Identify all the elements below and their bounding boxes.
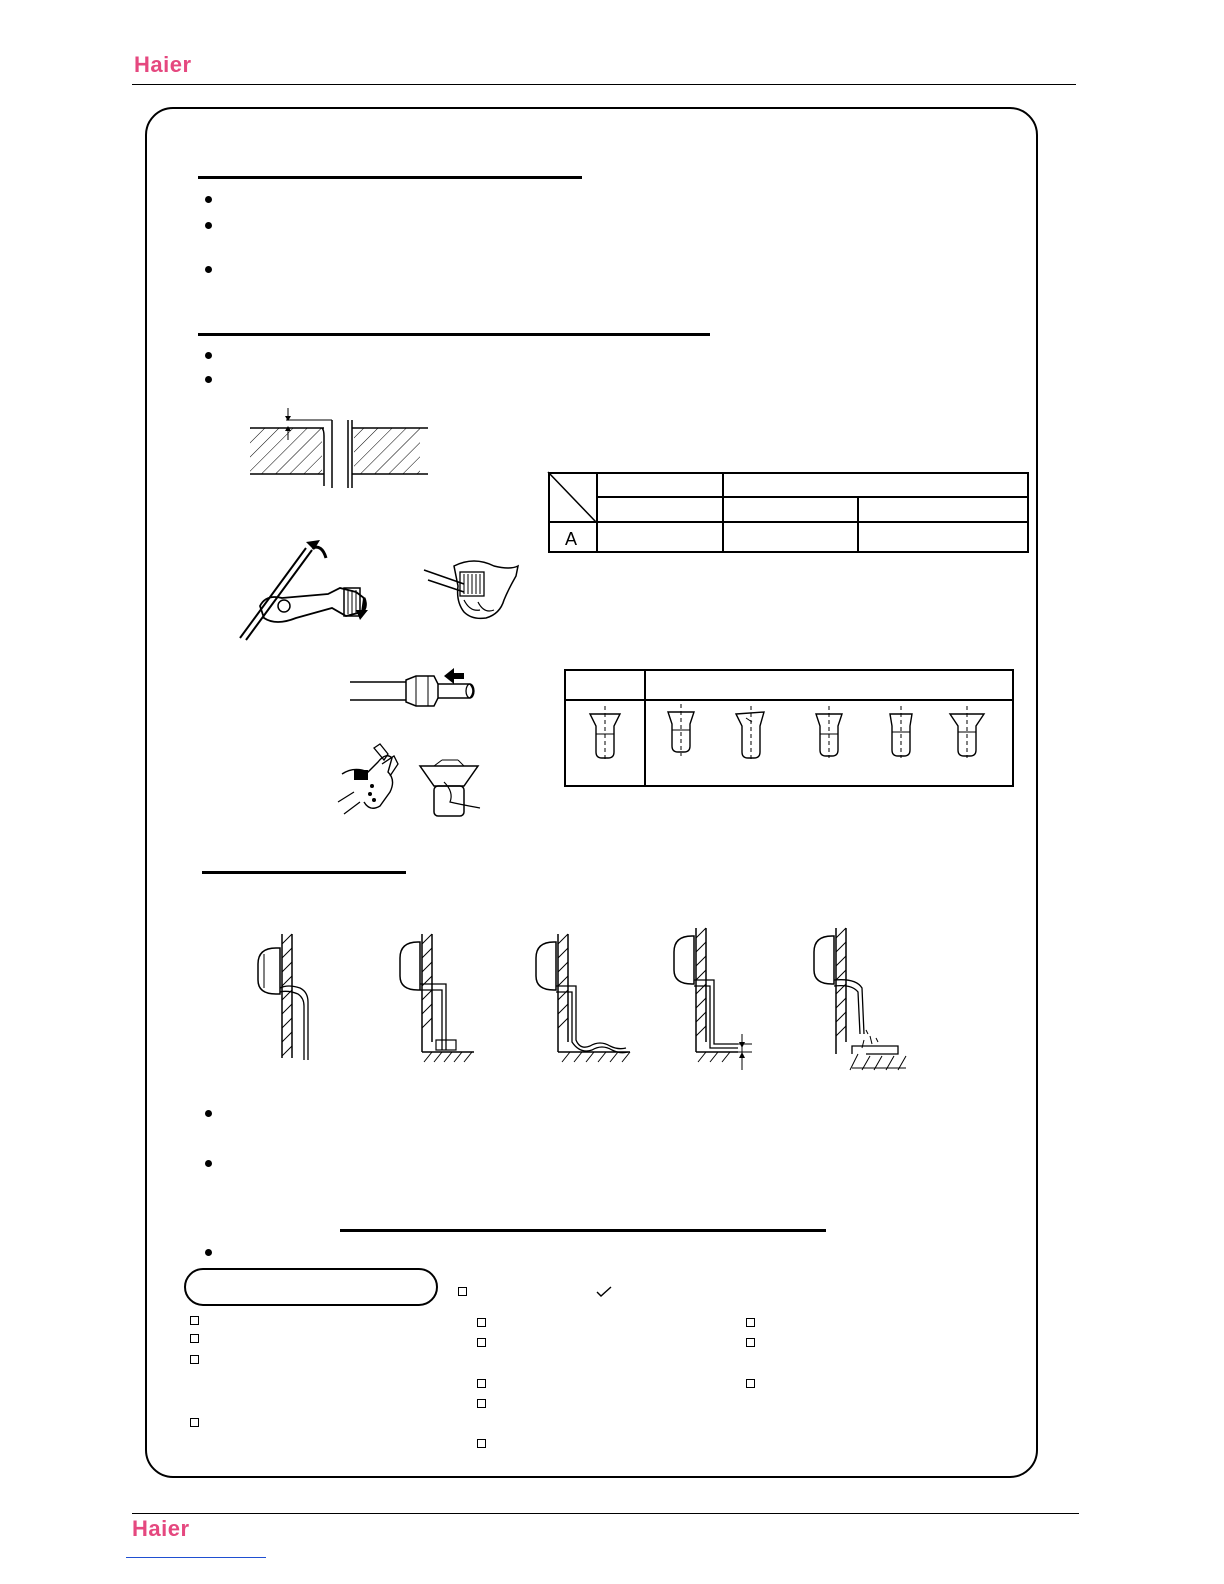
flare-shape-bad-2-icon: [734, 704, 768, 764]
section-1-bullet-1: [205, 196, 212, 203]
flaring-tool-illustration: [334, 742, 494, 822]
footer-brand-logo: Haier: [132, 1516, 190, 1541]
flare-table-row-label: A: [565, 529, 578, 549]
section-1-heading-underline: [198, 176, 582, 179]
checklist-checkbox[interactable]: [477, 1439, 486, 1448]
flare-shape-bad-5-icon: [950, 704, 984, 764]
checklist-checkbox[interactable]: [477, 1379, 486, 1388]
hand-reamer-illustration: [424, 556, 524, 626]
section-1-bullet-3: [205, 266, 212, 273]
flare-shape-bad-1-icon: [664, 704, 698, 764]
checklist-checkbox[interactable]: [190, 1418, 199, 1427]
footer-divider: [132, 1513, 1079, 1514]
section-2-heading-underline: [198, 333, 710, 336]
flare-shape-good-icon: [588, 704, 622, 764]
section-2-bullet-1: [205, 352, 212, 359]
header-brand-logo: Haier: [134, 52, 192, 77]
checklist-checkbox[interactable]: [190, 1316, 199, 1325]
checklist-heading-pill: [184, 1268, 438, 1306]
section-3-heading-underline: [202, 871, 406, 874]
drain-hose-incorrect-4-illustration: [806, 924, 916, 1074]
checklist-checkbox[interactable]: [477, 1399, 486, 1408]
section-3-bullet-2: [205, 1160, 212, 1167]
header-divider: [132, 84, 1076, 85]
check-mark-icon: [596, 1286, 612, 1298]
drain-hose-incorrect-2-illustration: [530, 930, 640, 1070]
checklist-checkbox[interactable]: [190, 1355, 199, 1364]
checklist-checkbox[interactable]: [746, 1379, 755, 1388]
checklist-checkbox[interactable]: [746, 1338, 755, 1347]
section-4-bullet-1: [205, 1249, 212, 1256]
section-1-bullet-2: [205, 222, 212, 229]
pipe-cutter-illustration: [236, 536, 376, 646]
section-3-bullet-1: [205, 1110, 212, 1117]
flare-nut-insertion-illustration: [350, 666, 490, 716]
pipe-through-wall-illustration: [240, 396, 440, 496]
footer-link-underline[interactable]: [126, 1557, 266, 1558]
drain-hose-incorrect-1-illustration: [398, 930, 478, 1070]
flare-shape-bad-3-icon: [812, 704, 846, 764]
checklist-checkbox[interactable]: [746, 1318, 755, 1327]
section-2-bullet-2: [205, 376, 212, 383]
drain-hose-correct-illustration: [248, 930, 328, 1065]
checklist-checkbox[interactable]: [477, 1338, 486, 1347]
drain-hose-incorrect-3-illustration: [668, 924, 768, 1074]
checklist-checkbox[interactable]: [190, 1334, 199, 1343]
section-4-heading-underline: [340, 1229, 826, 1232]
checklist-checkbox[interactable]: [477, 1318, 486, 1327]
flare-shape-bad-4-icon: [884, 704, 918, 764]
checklist-checkbox[interactable]: [458, 1287, 467, 1296]
